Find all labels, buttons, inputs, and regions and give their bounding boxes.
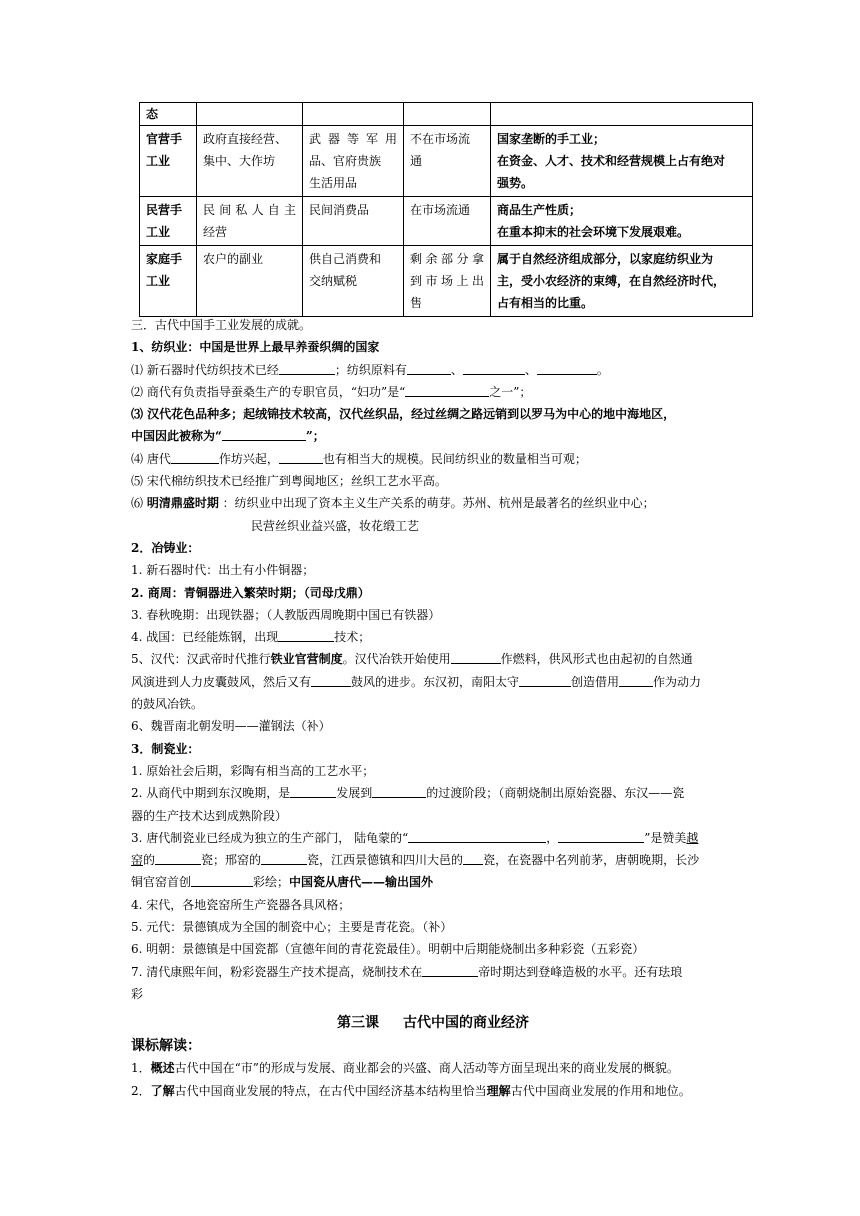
blank xyxy=(463,851,483,865)
ceramic-line-4: 3. 唐代制瓷业已经成为独立的生产部门， 陆龟蒙的“ ， ”是赞美越 xyxy=(131,830,699,845)
section-heading: 三．古代中国手工业发展的成就。 xyxy=(131,318,312,332)
textile-line-4: 中国因此被称为“ ”； xyxy=(131,429,325,444)
table-row xyxy=(140,126,753,197)
blank xyxy=(191,873,253,887)
metal-line-2: 2. 商周：青铜器进入繁荣时期；（司母戊鼎） xyxy=(131,585,370,600)
document-body xyxy=(131,314,755,1102)
blank xyxy=(372,784,426,798)
blank xyxy=(422,963,478,977)
table-cell xyxy=(404,103,491,126)
blank xyxy=(290,784,336,798)
table-cell: 商品生产性质； 在重本抑末的社会环境下发展艰难。 xyxy=(491,197,753,246)
ceramic-line-8: 5. 元代：景德镇成为全国的制瓷中心；主要是青花瓷。（补） xyxy=(131,920,453,935)
blank xyxy=(537,361,597,375)
table-cell xyxy=(303,103,404,126)
textile-line-6: ⑸ 宋代棉纺织技术已经推广到粤闽地区；丝织工艺水平高。 xyxy=(131,474,447,489)
table-cell: 民间私人自主 经营 xyxy=(197,197,303,246)
blank xyxy=(222,427,306,441)
blank xyxy=(405,383,489,397)
ceramic-line-5: 窑的 瓷；邢窑的 瓷，江西景德镇和四川大邑的 瓷，在瓷器中名列前茅，唐朝晚期，长沙 xyxy=(131,853,700,868)
textile-line-1: ⑴ 新石器时代纺织技术已经 ；纺织原料有 、 、 。 xyxy=(131,362,609,377)
blank xyxy=(519,673,571,687)
ceramic-line-3: 器的生产技术达到成熟阶段） xyxy=(131,808,288,823)
metal-line-7: 的鼓风冶铁。 xyxy=(131,697,204,712)
curriculum-line-2: 2．了解古代中国商业发展的特点，在古代中国经济基本结构里恰当理解古代中国商业发展的作用和地位。 xyxy=(131,1083,691,1098)
blank xyxy=(558,829,644,843)
blank xyxy=(278,628,334,642)
table-cell: 剩余部分拿 到市场上出 售 xyxy=(404,246,491,317)
table-row xyxy=(140,197,753,246)
textile-line-7: ⑹ 明清鼎盛时期 ：纺织业中出现了资本主义生产关系的萌芽。苏州、杭州是最著名的丝织业中心； xyxy=(131,496,655,511)
table-cell: 供自己消费和 交纳赋税 xyxy=(303,246,404,317)
blank xyxy=(619,673,653,687)
ceramic-line-6: 铜官窑首创 彩绘；中国瓷从唐代——输出国外 xyxy=(131,875,434,890)
ceramic-heading: 3．制瓷业： xyxy=(131,741,200,756)
lesson-title: 第三课 古代中国的商业经济 xyxy=(337,1015,529,1032)
blank xyxy=(155,851,201,865)
table-cell: 武器等军用 品、官府贵族 生活用品 xyxy=(303,126,404,197)
table-cell: 官营手 工业 xyxy=(140,126,197,197)
ceramic-line-1: 1. 原始社会后期，彩陶有相当高的工艺水平； xyxy=(131,763,375,778)
textile-line-3: ⑶ 汉代花色品种多；起绒锦技术较高，汉代丝织品，经过丝绸之路远销到以罗马为中心的地中海地区， xyxy=(131,407,676,422)
metal-line-6: 风演进到人力皮囊鼓风，然后又有 鼓风的进步。东汉初，南阳太守 创造借用 作为动力 xyxy=(131,674,702,689)
textile-line-2: ⑵ 商代有负责指导蚕桑生产的专职官员，“妇功”是“ 之一”； xyxy=(131,384,532,399)
table-cell: 属于自然经济组成部分，以家庭纺织业为 主，受小农经济的束缚，在自然经济时代， 占有相当的比重。 xyxy=(491,246,753,317)
table-cell: 政府直接经营、 集中、大作坊 xyxy=(197,126,303,197)
table-cell xyxy=(491,103,753,126)
table-cell: 在市场流通 xyxy=(404,197,491,246)
blank xyxy=(463,361,525,375)
curriculum-heading: 课标解读： xyxy=(131,1038,201,1055)
table-cell: 不在市场流 通 xyxy=(404,126,491,197)
metal-line-8: 6、魏晋南北朝发明——灌钢法（补） xyxy=(131,719,331,734)
table-cell: 家庭手 工业 xyxy=(140,246,197,317)
table-cell: 农户的副业 xyxy=(197,246,303,317)
textile-line-5: ⑷ 唐代 作坊兴起， 也有相当大的规模。民间纺织业的数量相当可观； xyxy=(131,451,587,466)
blank xyxy=(451,650,501,664)
blank xyxy=(279,361,335,375)
table-cell: 民营手 工业 xyxy=(140,197,197,246)
ceramic-line-2: 2. 从商代中期到东汉晚期，是 发展到 的过渡阶段；（商朝烧制出原始瓷器、东汉——瓷 xyxy=(131,786,685,801)
table-cell: 态 xyxy=(140,103,197,126)
ceramic-line-7: 4. 宋代，各地瓷窑所生产瓷器各具风格； xyxy=(131,897,351,912)
metal-line-1: 1. 新石器时代：出土有小件铜器； xyxy=(131,563,315,578)
ceramic-line-9: 6. 明朝：景德镇是中国瓷都（宣德年间的青花瓷最佳）。明朝中后期能烧制出多种彩瓷（五彩瓷） xyxy=(131,942,645,957)
metal-line-5: 5、汉代：汉武帝时代推行铁业官营制度。汉代冶铁开始使用 作燃料，供风形式也由起初的自然通 xyxy=(131,652,693,667)
blank xyxy=(171,450,219,464)
textile-heading: 1、纺织业：中国是世界上最早养蚕织绸的国家 xyxy=(131,340,380,355)
table-row xyxy=(140,246,753,317)
blank xyxy=(407,361,451,375)
metal-line-4: 4. 战国：已经能炼钢，出现 技术； xyxy=(131,630,371,645)
ceramic-line-11: 彩 xyxy=(131,986,144,1001)
table-row xyxy=(140,103,753,126)
handicraft-table xyxy=(139,102,753,317)
metal-heading: 2．冶铸业： xyxy=(131,540,200,555)
blank xyxy=(279,450,323,464)
ceramic-line-10: 7. 清代康熙年间，粉彩瓷器生产技术提高，烧制技术在 帝时期达到登峰造极的水平。还有珐琅 xyxy=(131,964,683,979)
curriculum-line-1: 1．概述古代中国在“市”的形成与发展、商业都会的兴盛、商人活动等方面呈现出来的商业发展的概貌。 xyxy=(131,1061,679,1076)
textile-line-8: 民营丝织业益兴盛，妆花缎工艺 xyxy=(251,518,420,533)
blank xyxy=(311,673,351,687)
table-cell: 民间消费品 xyxy=(303,197,404,246)
table-cell: 国家垄断的手工业； 在资金、人才、技术和经营规模上占有绝对 强势。 xyxy=(491,126,753,197)
table-cell xyxy=(197,103,303,126)
blank xyxy=(408,829,546,843)
blank xyxy=(261,851,307,865)
metal-line-3: 3. 春秋晚期：出现铁器；（人教版西周晚期中国已有铁器） xyxy=(131,607,441,622)
